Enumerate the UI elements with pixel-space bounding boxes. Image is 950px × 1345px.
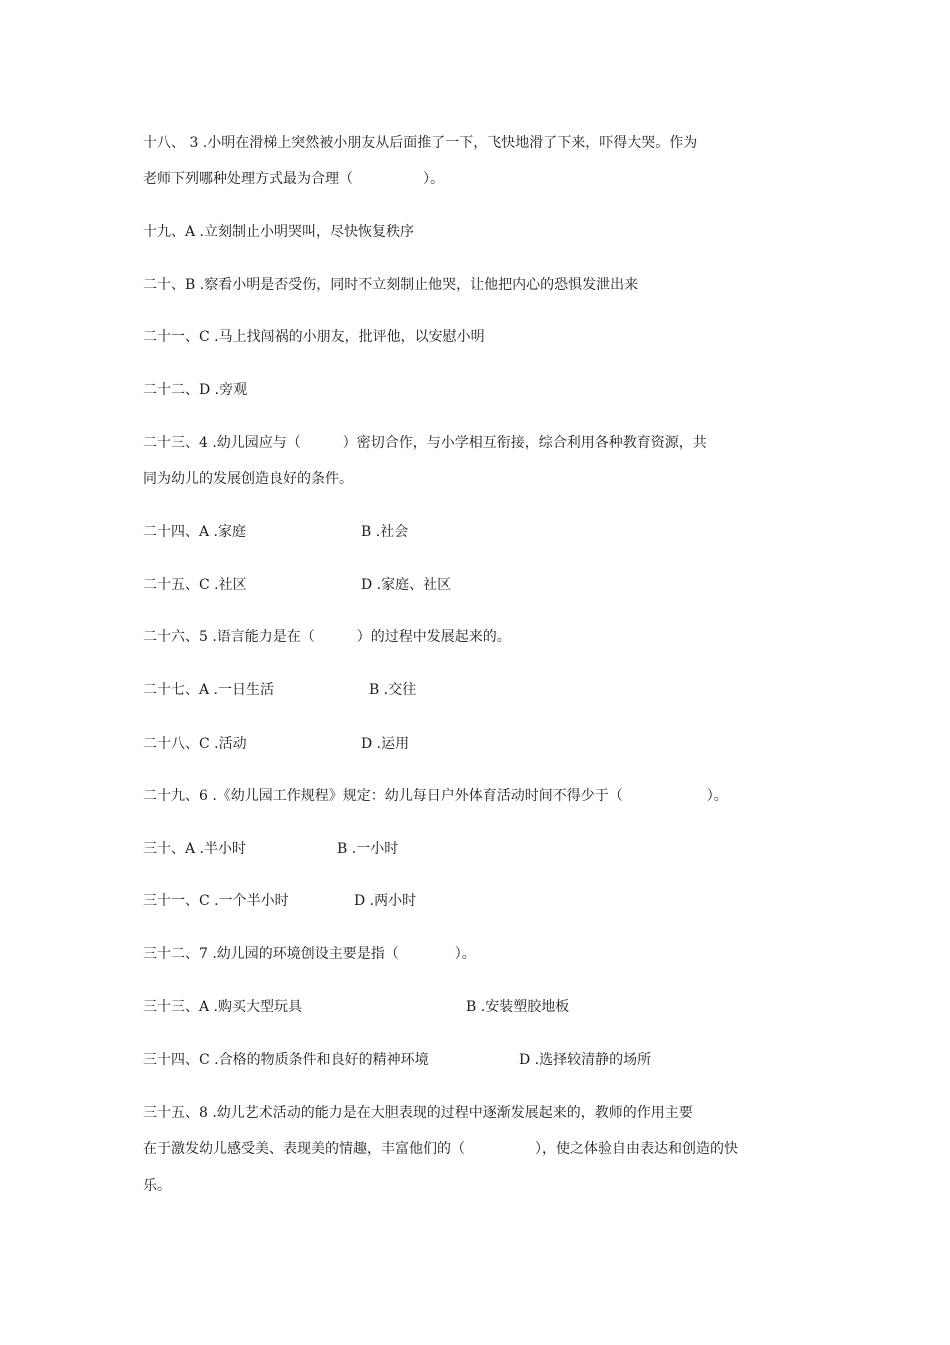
question-6-option-c: 三十一、C .一个半小时 (143, 893, 289, 909)
question-3-option-b: 二十、B .察看小明是否受伤，同时不立刻制止他哭，让他把内心的恐惧发泄出来 (143, 277, 639, 293)
question-7-option-c: 三十四、C .合格的物质条件和良好的精神环境 (143, 1052, 429, 1068)
question-3-option-a: 十九、A .立刻制止小明哭叫，尽快恢复秩序 (143, 224, 415, 240)
question-3-stem-line-1: 十八、 3 .小明在滑梯上突然被小朋友从后面推了一下，飞快地滑了下来，吓得大哭。作为 (143, 135, 698, 151)
question-4-option-d: D .家庭、社区 (361, 577, 452, 593)
question-6-stem: 二十九、6 .《幼儿园工作规程》规定：幼儿每日户外体育活动时间不得少于（ ）。 (143, 788, 728, 804)
question-7-stem: 三十二、7 .幼儿园的环境创设主要是指（ ）。 (143, 946, 476, 962)
question-3-option-c: 二十一、C .马上找闯祸的小朋友，批评他，以安慰小明 (143, 329, 485, 345)
question-4-stem-line-1: 二十三、4 .幼儿园应与（ ）密切合作，与小学相互衔接，综合利用各种教育资源，共 (143, 435, 707, 451)
question-5-option-d: D .运用 (361, 736, 410, 752)
question-4-stem-line-2: 同为幼儿的发展创造良好的条件。 (143, 471, 353, 487)
question-6-option-b: B .一小时 (337, 841, 399, 857)
question-5-option-a: 二十七、A .一日生活 (143, 682, 275, 698)
question-5-option-c: 二十八、C .活动 (143, 736, 247, 752)
question-7-option-a: 三十三、A .购买大型玩具 (143, 999, 303, 1015)
question-4-option-a: 二十四、A .家庭 (143, 524, 247, 540)
question-8-stem-line-1: 三十五、8 .幼儿艺术活动的能力是在大胆表现的过程中逐渐发展起来的，教师的作用主要 (143, 1105, 693, 1121)
question-7-option-b: B .安装塑胶地板 (466, 999, 570, 1015)
question-7-option-d: D .选择较清静的场所 (519, 1052, 652, 1068)
question-3-stem-line-2: 老师下列哪种处理方式最为合理（ ）。 (143, 171, 444, 187)
question-5-option-b: B .交往 (369, 682, 417, 698)
question-8-stem-line-2: 在于激发幼儿感受美、表现美的情趣，丰富他们的（ ），使之体验自由表达和创造的快 (143, 1141, 738, 1157)
question-3-option-d: 二十二、D .旁观 (143, 382, 248, 398)
question-4-option-c: 二十五、C .社区 (143, 577, 247, 593)
question-4-option-b: B .社会 (361, 524, 409, 540)
question-6-option-a: 三十、A .半小时 (143, 841, 247, 857)
question-8-stem-line-3: 乐。 (143, 1178, 171, 1194)
question-6-option-d: D .两小时 (354, 893, 417, 909)
question-5-stem: 二十六、5 .语言能力是在（ ）的过程中发展起来的。 (143, 629, 511, 645)
